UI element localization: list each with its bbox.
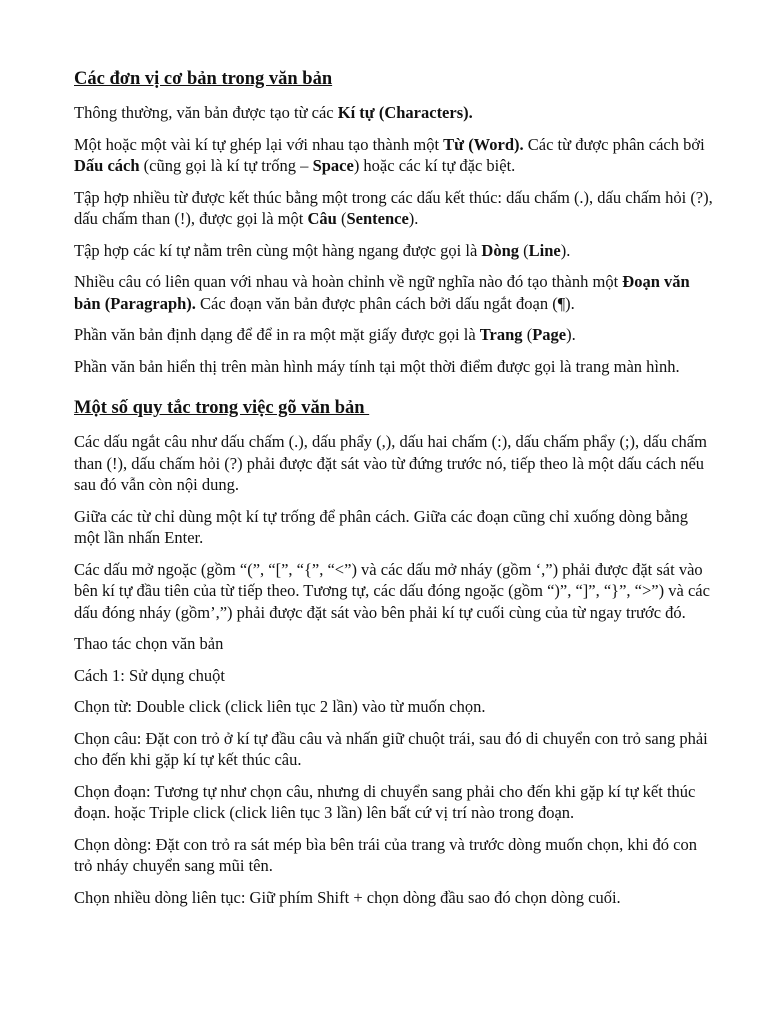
term-cau: Câu [307, 209, 337, 228]
paragraph-line: Tập hợp các kí tự nằm trên cùng một hàng ngang được gọi là Dòng (Line). [74, 240, 571, 260]
paragraph-punctuation-rule: Các dấu ngắt câu như dấu chấm (.), dấu phẩy (,), dấu hai chấm (:), dấu chấm phẩy (;), dấu chấm than (!), dấu chấm hỏi (?) phải được đặt sát vào từ đứng trước nó, tiếp theo là một dấu cách nếu sau đó vẫn còn nội dung. [74, 432, 707, 494]
paragraph-select-line: Chọn dòng: Đặt con trỏ ra sát mép bìa bên trái của trang và trước dòng muốn chọn, khi đó con trỏ nháy chuyển sang mũi tên. [74, 834, 697, 875]
paragraph-word: Một hoặc một vài kí tự ghép lại với nhau tạo thành một Từ (Word). Các từ được phân cách bởi Dấu cách (cũng gọi là kí tự trống – Space) hoặc các kí tự đặc biệt. [74, 134, 705, 175]
paragraph-paragraph: Nhiều câu có liên quan với nhau và hoàn chỉnh về ngữ nghĩa nào đó tạo thành một Đoạn văn bản (Paragraph). Các đoạn văn bản được phân cách bởi dấu ngắt đoạn (¶). [74, 272, 690, 313]
document-body [74, 66, 714, 918]
paragraph-select-paragraph: Chọn đoạn: Tương tự như chọn câu, nhưng di chuyển sang phải cho đến khi gặp kí tự kết thúc đoạn. hoặc Triple click (click liên tục 3 lần) lên bất cứ vị trí nào trong đoạn. [74, 781, 696, 822]
paragraph-brackets-rule: Các dấu mở ngoặc (gồm “(”, “[”, “{”, “<”) và các dấu mở nháy (gồm ‘,”) phải được đặt sát vào bên kí tự đầu tiên của từ tiếp theo. Tương tự, các dấu đóng ngoặc (gồm “)”, “]”, “}”, “>”) và các dấu đóng nháy (gồm’,”) phải được đặt sát vào bên phải kí tự cuối cùng của từ ngay trước đó. [74, 559, 710, 622]
paragraph-method-mouse: Cách 1: Sử dụng chuột [74, 665, 226, 685]
paragraph-select-multiple-lines: Chọn nhiều dòng liên tục: Giữ phím Shift + chọn dòng đầu sao đó chọn dòng cuối. [74, 887, 621, 907]
paragraph-select-word: Chọn từ: Double click (click liên tục 2 lần) vào từ muốn chọn. [74, 697, 486, 716]
section-heading-basic-units: Các đơn vị cơ bản trong văn bản [74, 69, 333, 89]
paragraph-sentence: Tập hợp nhiều từ được kết thúc bằng một trong các dấu kết thúc: dấu chấm (.), dấu chấm hỏi (?), dấu chấm than (!), được gọi là một Câu (Sentence). [74, 187, 713, 228]
section-heading-typing-rules: Một số quy tắc trong việc gõ văn bản [74, 398, 370, 418]
term-space: Space [312, 156, 354, 175]
term-paragraph: Đoạn văn bản (Paragraph). [74, 272, 690, 313]
term-characters: Kí tự (Characters). [337, 103, 473, 122]
term-trang: Trang [479, 325, 523, 344]
term-page: Page [532, 325, 567, 344]
paragraph-select-sentence: Chọn câu: Đặt con trỏ ở kí tự đầu câu và nhấn giữ chuột trái, sau đó di chuyển con trỏ sang phải cho đến khi gặp kí tự kết thúc câu. [74, 728, 708, 769]
paragraph-spacing-rule: Giữa các từ chỉ dùng một kí tự trống để phân cách. Giữa các đoạn cũng chỉ xuống dòng bằng một lần nhấn Enter. [74, 506, 689, 547]
paragraph-characters: Thông thường, văn bản được tạo từ các Kí tự (Characters). [74, 103, 473, 122]
term-sentence: Sentence [346, 209, 409, 228]
term-dong: Dòng [481, 240, 519, 260]
paragraph-select-text-title: Thao tác chọn văn bản [74, 634, 224, 653]
term-space-char: Dấu cách [74, 156, 140, 175]
term-line: Line [528, 240, 561, 260]
term-word: Từ (Word). [443, 134, 524, 154]
paragraph-page: Phần văn bản định dạng để để in ra một mặt giấy được gọi là Trang (Page). [74, 325, 576, 344]
paragraph-screen-page: Phần văn bản hiển thị trên màn hình máy tính tại một thời điểm được gọi là trang màn hình. [74, 356, 680, 376]
